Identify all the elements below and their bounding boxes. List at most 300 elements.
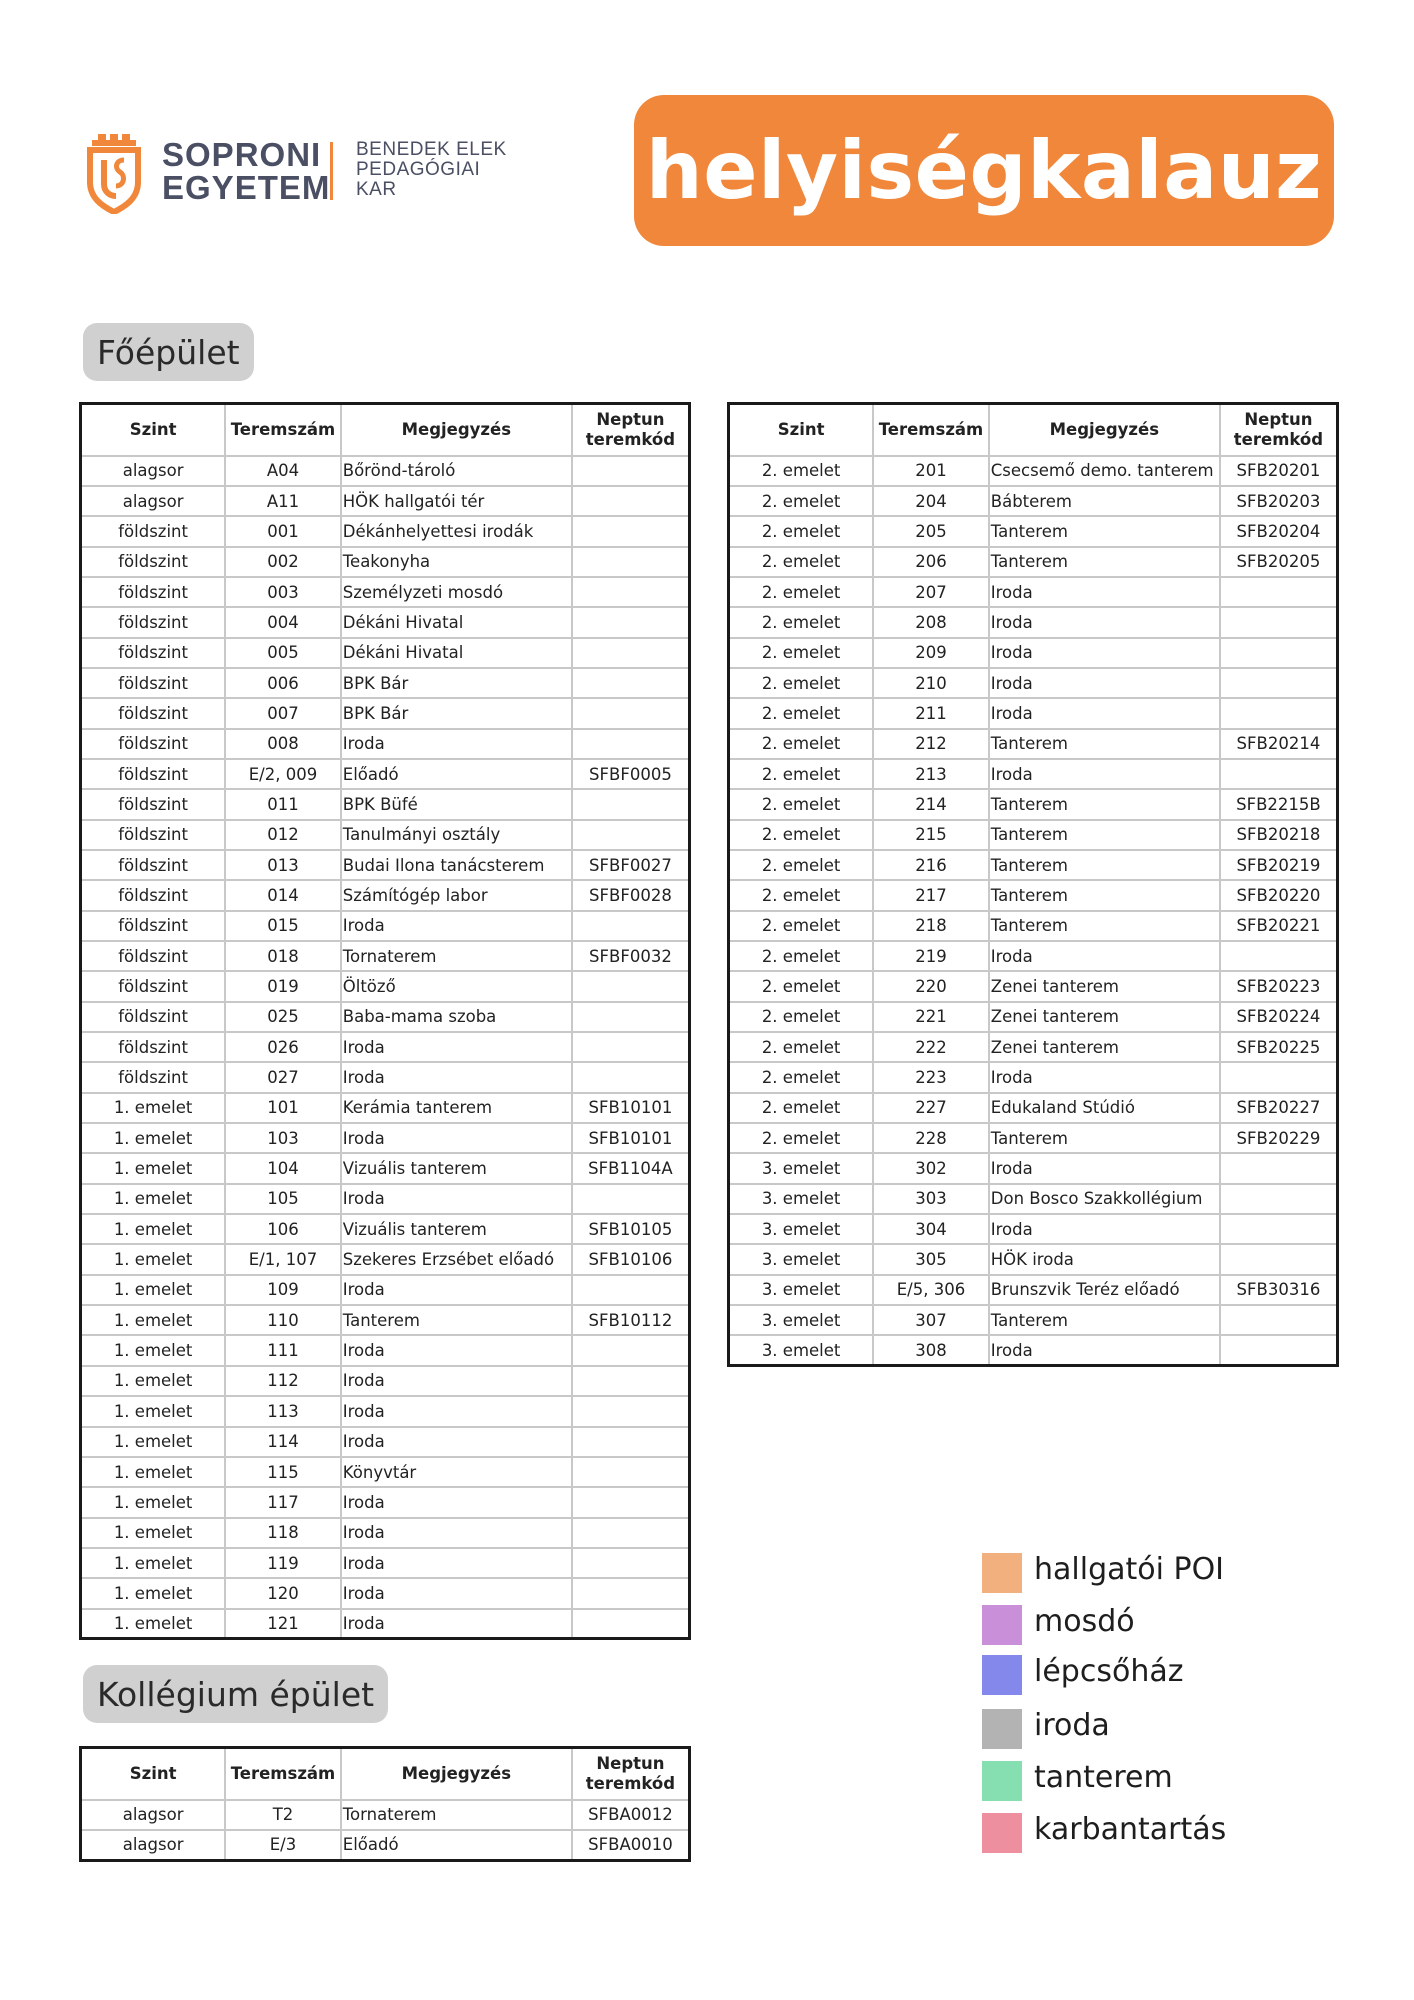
cell-level: 1. emelet [81, 1184, 226, 1214]
cell-room-number: 219 [873, 941, 989, 971]
table-row [81, 1487, 690, 1517]
cell-note: Iroda [989, 759, 1220, 789]
cell-room-number: 207 [873, 577, 989, 607]
cell-note: BPK Bár [341, 698, 572, 728]
cell-level: 2. emelet [729, 456, 874, 486]
cell-note: Iroda [989, 1062, 1220, 1092]
cell-room-number: 018 [225, 941, 341, 971]
legend-swatch [982, 1761, 1022, 1801]
cell-level: földszint [81, 547, 226, 577]
table-row [81, 1366, 690, 1396]
cell-level: 1. emelet [81, 1396, 226, 1426]
cell-room-number: 223 [873, 1062, 989, 1092]
cell-level: földszint [81, 850, 226, 880]
cell-room-number: 201 [873, 456, 989, 486]
cell-room-number: 302 [873, 1153, 989, 1183]
cell-note: Teakonyha [341, 547, 572, 577]
main-right-header-row [729, 404, 1338, 456]
cell-room-number: 015 [225, 911, 341, 941]
table-row [81, 638, 690, 668]
table-row [729, 698, 1338, 728]
cell-note: Tanterem [989, 789, 1220, 819]
cell-level: földszint [81, 789, 226, 819]
cell-neptun-code [572, 1396, 690, 1426]
cell-level: 1. emelet [81, 1153, 226, 1183]
cell-room-number: 002 [225, 547, 341, 577]
cell-level: földszint [81, 1002, 226, 1032]
cell-note: Kerámia tanterem [341, 1093, 572, 1123]
cell-level: alagsor [81, 486, 226, 516]
cell-neptun-code: SFB20225 [1220, 1032, 1338, 1062]
cell-note: Számítógép labor [341, 880, 572, 910]
cell-level: 2. emelet [729, 547, 874, 577]
cell-level: 2. emelet [729, 1062, 874, 1092]
column-header-level: Szint [729, 404, 874, 456]
cell-neptun-code [1220, 1184, 1338, 1214]
table-row [81, 1335, 690, 1365]
table-row [81, 1830, 690, 1860]
cell-neptun-code [1220, 577, 1338, 607]
cell-room-number: 007 [225, 698, 341, 728]
cell-level: 1. emelet [81, 1518, 226, 1548]
cell-level: 2. emelet [729, 941, 874, 971]
legend-label: mosdó [1034, 1604, 1135, 1639]
cell-level: földszint [81, 607, 226, 637]
cell-neptun-code [1220, 1062, 1338, 1092]
cell-neptun-code: SFB10106 [572, 1244, 690, 1274]
cell-room-number: 214 [873, 789, 989, 819]
cell-room-number: 003 [225, 577, 341, 607]
cell-level: 1. emelet [81, 1427, 226, 1457]
cell-neptun-code [572, 1335, 690, 1365]
cell-level: 1. emelet [81, 1548, 226, 1578]
cell-room-number: 208 [873, 607, 989, 637]
university-logo [86, 128, 506, 218]
cell-note: Csecsemő demo. tanterem [989, 456, 1220, 486]
cell-room-number: 006 [225, 668, 341, 698]
table-row [729, 1335, 1338, 1365]
cell-note: Iroda [989, 1153, 1220, 1183]
cell-level: 3. emelet [729, 1275, 874, 1305]
cell-neptun-code [572, 1032, 690, 1062]
cell-room-number: 218 [873, 911, 989, 941]
cell-level: földszint [81, 1062, 226, 1092]
table-row [81, 1518, 690, 1548]
cell-room-number: 209 [873, 638, 989, 668]
table-row [81, 941, 690, 971]
cell-room-number: 103 [225, 1123, 341, 1153]
cell-note: Előadó [341, 759, 572, 789]
cell-note: Zenei tanterem [989, 1002, 1220, 1032]
cell-level: földszint [81, 971, 226, 1001]
main-building-label: Főépület [83, 323, 254, 381]
cell-level: 1. emelet [81, 1214, 226, 1244]
legend-label: iroda [1034, 1708, 1110, 1743]
cell-room-number: 304 [873, 1214, 989, 1244]
column-header-room: Teremszám [225, 404, 341, 456]
cell-room-number: 211 [873, 698, 989, 728]
cell-level: 2. emelet [729, 1123, 874, 1153]
cell-room-number: 117 [225, 1487, 341, 1517]
cell-neptun-code: SFB20219 [1220, 850, 1338, 880]
cell-neptun-code: SFB20227 [1220, 1093, 1338, 1123]
cell-neptun-code: SFB20224 [1220, 1002, 1338, 1032]
cell-level: 3. emelet [729, 1244, 874, 1274]
cell-neptun-code: SFB20218 [1220, 820, 1338, 850]
table-row [729, 1184, 1338, 1214]
cell-level: 3. emelet [729, 1214, 874, 1244]
table-row [81, 1609, 690, 1639]
cell-neptun-code: SFB20220 [1220, 880, 1338, 910]
legend-item [982, 1706, 1322, 1748]
cell-level: 2. emelet [729, 911, 874, 941]
legend-item [982, 1810, 1322, 1852]
legend-label: tanterem [1034, 1760, 1173, 1795]
table-row [81, 1123, 690, 1153]
cell-level: 1. emelet [81, 1305, 226, 1335]
main-building-table-left [79, 402, 691, 1640]
cell-note: Tanterem [989, 516, 1220, 546]
column-header-note: Megjegyzés [341, 1748, 572, 1800]
cell-level: 3. emelet [729, 1184, 874, 1214]
table-row [81, 850, 690, 880]
dorm-header-row [81, 1748, 690, 1800]
cell-neptun-code: SFB20201 [1220, 456, 1338, 486]
cell-note: Személyzeti mosdó [341, 577, 572, 607]
shield-icon [86, 132, 142, 214]
column-header-neptun-line1: Neptun [596, 1753, 665, 1773]
legend-label: hallgatói POI [1034, 1552, 1225, 1587]
cell-note: Iroda [989, 668, 1220, 698]
cell-neptun-code: SFB20229 [1220, 1123, 1338, 1153]
cell-note: Iroda [341, 1366, 572, 1396]
cell-level: 1. emelet [81, 1366, 226, 1396]
cell-neptun-code [1220, 759, 1338, 789]
table-row [81, 668, 690, 698]
table-row [729, 729, 1338, 759]
cell-room-number: 106 [225, 1214, 341, 1244]
cell-note: Tanterem [989, 820, 1220, 850]
cell-level: 1. emelet [81, 1578, 226, 1608]
cell-level: 1. emelet [81, 1275, 226, 1305]
table-row [81, 547, 690, 577]
cell-level: földszint [81, 911, 226, 941]
cell-room-number: 228 [873, 1123, 989, 1153]
column-header-room: Teremszám [225, 1748, 341, 1800]
cell-level: 1. emelet [81, 1335, 226, 1365]
cell-level: 1. emelet [81, 1244, 226, 1274]
table-row [729, 941, 1338, 971]
cell-note: Tanterem [989, 1123, 1220, 1153]
cell-level: földszint [81, 668, 226, 698]
cell-level: földszint [81, 638, 226, 668]
cell-room-number: A04 [225, 456, 341, 486]
cell-neptun-code: SFBA0010 [572, 1830, 690, 1860]
table-row [729, 911, 1338, 941]
cell-level: 3. emelet [729, 1335, 874, 1365]
table-row [81, 486, 690, 516]
cell-room-number: 013 [225, 850, 341, 880]
cell-neptun-code [572, 1062, 690, 1092]
cell-neptun-code [572, 1275, 690, 1305]
cell-neptun-code [572, 486, 690, 516]
cell-note: Iroda [341, 1062, 572, 1092]
column-header-neptun [572, 404, 690, 456]
table-row [729, 456, 1338, 486]
main-building-table-right [727, 402, 1339, 1367]
table-row [729, 850, 1338, 880]
table-row [81, 1062, 690, 1092]
cell-neptun-code [1220, 1335, 1338, 1365]
legend-swatch [982, 1553, 1022, 1593]
cell-note: BPK Büfé [341, 789, 572, 819]
table-row [81, 1093, 690, 1123]
legend-label: lépcsőház [1034, 1654, 1184, 1689]
table-row [729, 577, 1338, 607]
page-title-box [634, 95, 1334, 246]
page-title: helyiségkalauz [645, 124, 1323, 217]
table-row [729, 1123, 1338, 1153]
table-row [729, 1062, 1338, 1092]
cell-neptun-code [1220, 941, 1338, 971]
table-row [81, 1427, 690, 1457]
cell-note: Zenei tanterem [989, 971, 1220, 1001]
cell-level: 2. emelet [729, 1093, 874, 1123]
cell-neptun-code [1220, 1244, 1338, 1274]
cell-neptun-code [572, 971, 690, 1001]
cell-neptun-code: SFBF0028 [572, 880, 690, 910]
cell-note: Öltöző [341, 971, 572, 1001]
faculty-name [356, 140, 507, 200]
cell-level: 3. emelet [729, 1305, 874, 1335]
cell-level: 2. emelet [729, 668, 874, 698]
cell-note: Vizuális tanterem [341, 1153, 572, 1183]
table-row [729, 1093, 1338, 1123]
cell-room-number: 220 [873, 971, 989, 1001]
table-row [81, 1275, 690, 1305]
cell-note: Szekeres Erzsébet előadó [341, 1244, 572, 1274]
cell-note: Budai Ilona tanácsterem [341, 850, 572, 880]
cell-note: Iroda [341, 1548, 572, 1578]
cell-room-number: 112 [225, 1366, 341, 1396]
legend-swatch [982, 1813, 1022, 1853]
cell-level: földszint [81, 820, 226, 850]
cell-neptun-code: SFB20205 [1220, 547, 1338, 577]
cell-neptun-code [572, 1487, 690, 1517]
cell-room-number: 115 [225, 1457, 341, 1487]
table-row [729, 820, 1338, 850]
faculty-name-line3: KAR [356, 179, 397, 200]
table-row [729, 759, 1338, 789]
cell-note: HÖK hallgatói tér [341, 486, 572, 516]
cell-room-number: A11 [225, 486, 341, 516]
cell-room-number: 204 [873, 486, 989, 516]
legend-swatch [982, 1655, 1022, 1695]
cell-neptun-code: SFB30316 [1220, 1275, 1338, 1305]
university-name-line2: EGYETEM [162, 169, 331, 206]
cell-neptun-code [572, 698, 690, 728]
cell-room-number: 114 [225, 1427, 341, 1457]
cell-neptun-code [1220, 607, 1338, 637]
table-row [81, 577, 690, 607]
cell-room-number: 210 [873, 668, 989, 698]
cell-room-number: 213 [873, 759, 989, 789]
cell-room-number: 308 [873, 1335, 989, 1365]
main-left-header-row [81, 404, 690, 456]
cell-room-number: 012 [225, 820, 341, 850]
cell-note: Iroda [341, 1518, 572, 1548]
cell-note: Vizuális tanterem [341, 1214, 572, 1244]
cell-note: Könyvtár [341, 1457, 572, 1487]
cell-level: alagsor [81, 456, 226, 486]
cell-room-number: 205 [873, 516, 989, 546]
cell-room-number: 004 [225, 607, 341, 637]
column-header-level: Szint [81, 404, 226, 456]
cell-note: Iroda [341, 1123, 572, 1153]
cell-note: Iroda [989, 607, 1220, 637]
table-row [729, 668, 1338, 698]
cell-room-number: 110 [225, 1305, 341, 1335]
logo-divider [330, 142, 333, 200]
cell-neptun-code [1220, 698, 1338, 728]
faculty-name-line2: PEDAGÓGIAI [356, 159, 481, 180]
cell-room-number: 215 [873, 820, 989, 850]
cell-room-number: 109 [225, 1275, 341, 1305]
cell-note: Iroda [341, 1275, 572, 1305]
cell-level: 2. emelet [729, 607, 874, 637]
cell-neptun-code: SFBF0005 [572, 759, 690, 789]
cell-level: 2. emelet [729, 971, 874, 1001]
cell-neptun-code [572, 1427, 690, 1457]
cell-room-number: 216 [873, 850, 989, 880]
column-header-note: Megjegyzés [341, 404, 572, 456]
cell-level: földszint [81, 698, 226, 728]
cell-neptun-code: SFB1104A [572, 1153, 690, 1183]
cell-neptun-code [1220, 1153, 1338, 1183]
cell-note: Iroda [989, 941, 1220, 971]
cell-neptun-code [572, 1578, 690, 1608]
cell-note: HÖK iroda [989, 1244, 1220, 1274]
cell-room-number: T2 [225, 1800, 341, 1830]
cell-note: Tanterem [989, 1305, 1220, 1335]
cell-neptun-code: SFB10112 [572, 1305, 690, 1335]
legend-item [982, 1758, 1322, 1800]
cell-note: BPK Bár [341, 668, 572, 698]
cell-room-number: 227 [873, 1093, 989, 1123]
cell-note: Tornaterem [341, 1800, 572, 1830]
cell-room-number: E/3 [225, 1830, 341, 1860]
cell-room-number: 212 [873, 729, 989, 759]
cell-note: Iroda [989, 638, 1220, 668]
cell-room-number: 019 [225, 971, 341, 1001]
cell-room-number: 105 [225, 1184, 341, 1214]
table-row [81, 729, 690, 759]
table-row [81, 1457, 690, 1487]
cell-room-number: 026 [225, 1032, 341, 1062]
cell-room-number: 014 [225, 880, 341, 910]
university-name-line1: SOPRONI [162, 136, 322, 173]
cell-neptun-code: SFB10101 [572, 1123, 690, 1153]
cell-note: Iroda [989, 698, 1220, 728]
cell-neptun-code: SFB2215B [1220, 789, 1338, 819]
cell-level: 2. emelet [729, 759, 874, 789]
cell-level: 2. emelet [729, 516, 874, 546]
table-row [729, 1275, 1338, 1305]
table-row [81, 1305, 690, 1335]
table-row [81, 1396, 690, 1426]
cell-room-number: 206 [873, 547, 989, 577]
legend-swatch [982, 1709, 1022, 1749]
cell-note: Iroda [341, 1427, 572, 1457]
cell-note: Iroda [341, 1609, 572, 1639]
cell-level: földszint [81, 880, 226, 910]
cell-note: Tanterem [989, 880, 1220, 910]
cell-level: 1. emelet [81, 1093, 226, 1123]
legend-item [982, 1602, 1322, 1644]
cell-room-number: 001 [225, 516, 341, 546]
column-header-neptun [572, 1748, 690, 1800]
table-row [81, 820, 690, 850]
cell-note: Iroda [341, 1487, 572, 1517]
table-row [729, 1002, 1338, 1032]
cell-room-number: 104 [225, 1153, 341, 1183]
cell-room-number: 027 [225, 1062, 341, 1092]
table-row [729, 607, 1338, 637]
cell-level: 2. emelet [729, 850, 874, 880]
cell-level: 2. emelet [729, 577, 874, 607]
cell-neptun-code [572, 1609, 690, 1639]
table-row [729, 1032, 1338, 1062]
cell-neptun-code: SFB20221 [1220, 911, 1338, 941]
cell-room-number: 303 [873, 1184, 989, 1214]
cell-neptun-code [572, 1457, 690, 1487]
table-row [81, 911, 690, 941]
cell-note: Dékáni Hivatal [341, 607, 572, 637]
cell-neptun-code [572, 1548, 690, 1578]
column-header-neptun [1220, 404, 1338, 456]
cell-neptun-code: SFBF0027 [572, 850, 690, 880]
cell-neptun-code [1220, 1305, 1338, 1335]
cell-neptun-code [1220, 638, 1338, 668]
cell-neptun-code: SFB20223 [1220, 971, 1338, 1001]
cell-note: Brunszvik Teréz előadó [989, 1275, 1220, 1305]
cell-note: Iroda [341, 1335, 572, 1365]
cell-room-number: 025 [225, 1002, 341, 1032]
cell-level: 2. emelet [729, 820, 874, 850]
cell-level: 1. emelet [81, 1487, 226, 1517]
cell-neptun-code [572, 547, 690, 577]
table-row [81, 698, 690, 728]
column-header-room: Teremszám [873, 404, 989, 456]
cell-note: Tanterem [989, 729, 1220, 759]
table-row [729, 880, 1338, 910]
cell-level: 1. emelet [81, 1609, 226, 1639]
faculty-name-line1: BENEDEK ELEK [356, 139, 507, 160]
table-row [729, 638, 1338, 668]
cell-note: Edukaland Stúdió [989, 1093, 1220, 1123]
cell-note: Iroda [989, 1335, 1220, 1365]
table-row [81, 516, 690, 546]
cell-room-number: 221 [873, 1002, 989, 1032]
cell-note: Iroda [989, 1214, 1220, 1244]
cell-level: 2. emelet [729, 638, 874, 668]
cell-note: Tanterem [341, 1305, 572, 1335]
cell-neptun-code [572, 1366, 690, 1396]
table-row [81, 789, 690, 819]
cell-neptun-code [572, 820, 690, 850]
cell-level: földszint [81, 1032, 226, 1062]
cell-room-number: 101 [225, 1093, 341, 1123]
